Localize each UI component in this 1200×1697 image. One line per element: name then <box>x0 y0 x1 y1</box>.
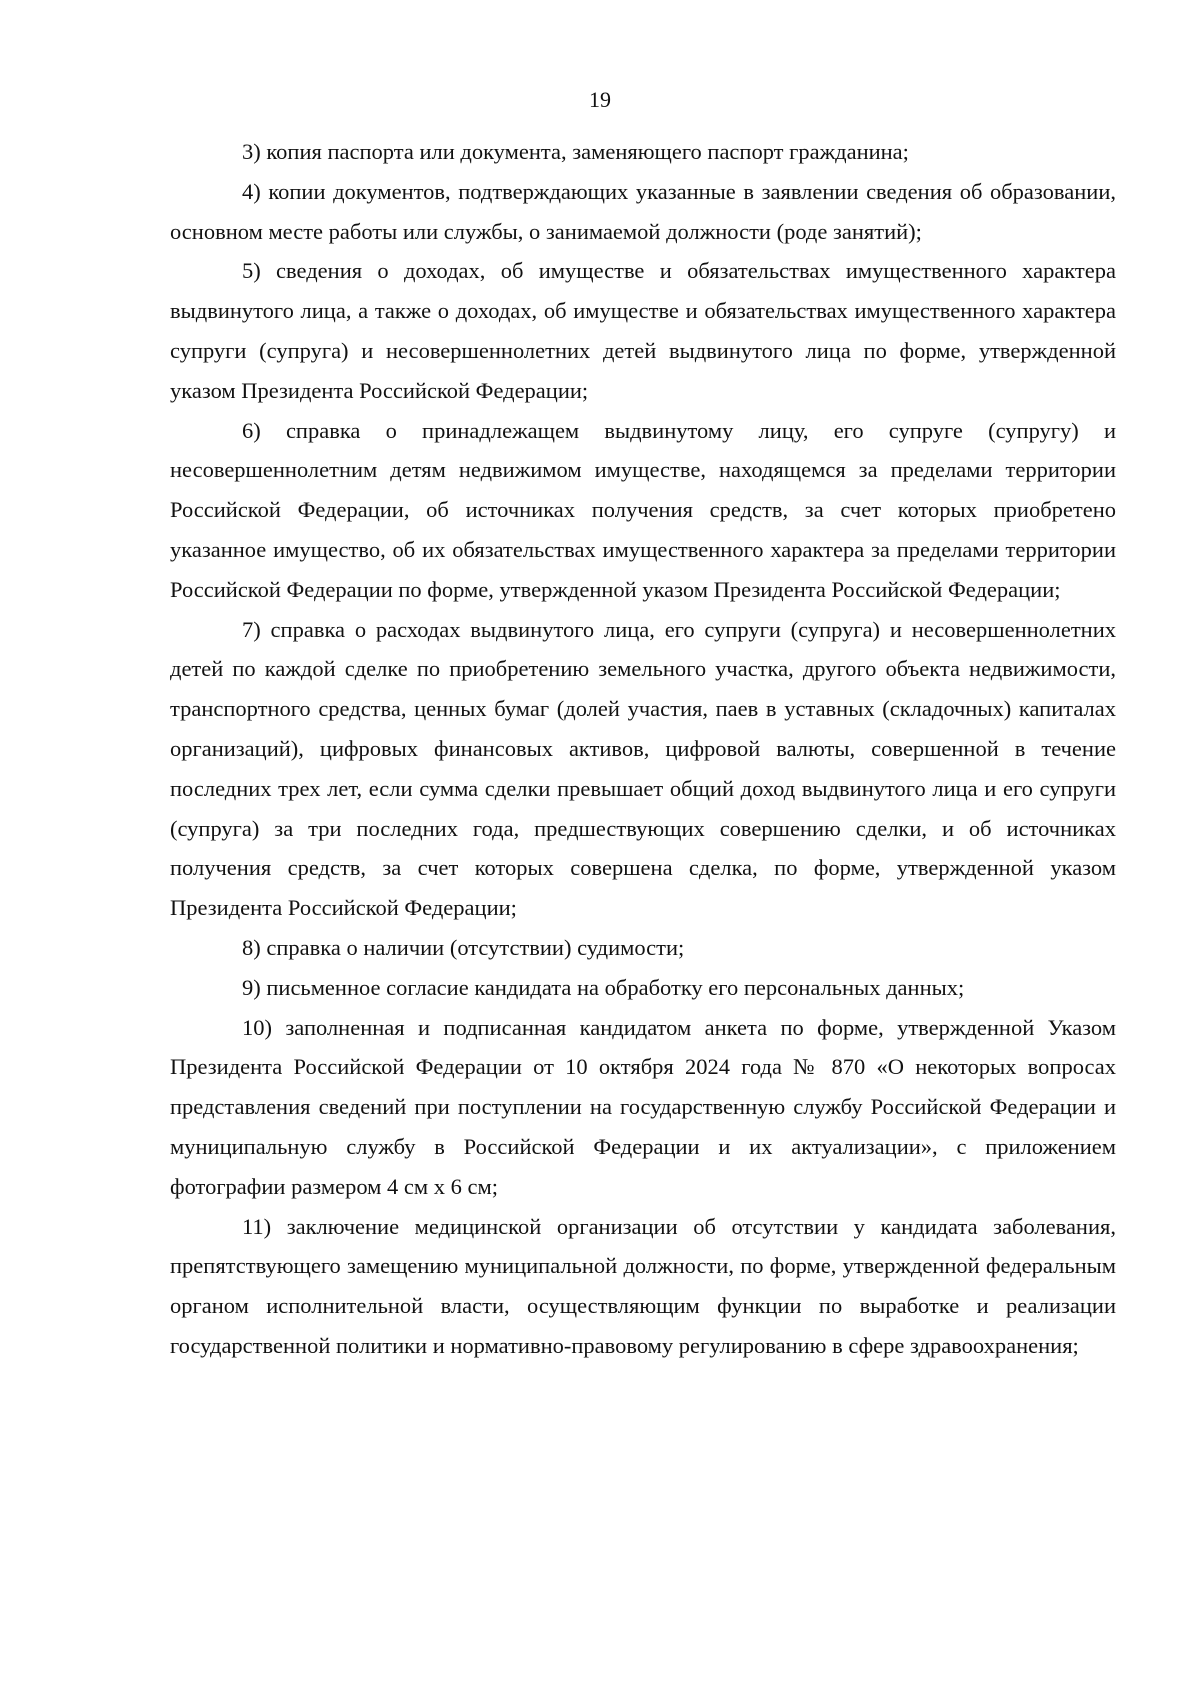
list-item-8: 8) справка о наличии (отсутствии) судимости; <box>242 934 685 960</box>
list-item-4: 4) копии документов, подтверждающих указанные в заявлении сведения об образовании, основном месте работы или службы, о занимаемой должности (роде занятий); <box>170 178 1116 244</box>
page-number: 19 <box>589 87 611 112</box>
list-item-7: 7) справка о расходах выдвинутого лица, его супруги (супруга) и несовершеннолетних детей по каждой сделке по приобретению земельного участка, другого объекта недвижимости, транспортного средства, ценных бумаг (долей участия, паев в уставных (складочных) капиталах организаций), цифровых финансовых активов, цифровой валюты, совершенной в течение последних трех лет, если сумма сделки превышает общий доход выдвинутого лица и его супруги (супруга) за три последних года, предшествующих совершению сделки, и об источниках получения средств, за счет которых совершена сделка, по форме, утвержденной указом Президента Российской Федерации; <box>170 616 1116 921</box>
page-body <box>170 132 1116 1366</box>
list-item-10: 10) заполненная и подписанная кандидатом анкета по форме, утвержденной Указом Президента Российской Федерации от 10 октября 2024 года № 870 «О некоторых вопросах представления сведений при поступлении на государственную службу Российской Федерации и муниципальную службу в Российской Федерации и их актуализации», с приложением фотографии размером 4 см х 6 см; <box>170 1014 1116 1199</box>
list-item-5: 5) сведения о доходах, об имуществе и обязательствах имущественного характера выдвинутого лица, а также о доходах, об имуществе и обязательствах имущественного характера супруги (супруга) и несовершеннолетних детей выдвинутого лица по форме, утвержденной указом Президента Российской Федерации; <box>170 258 1116 403</box>
list-item-6: 6) справка о принадлежащем выдвинутому лицу, его супруге (супругу) и несовершеннолетним детям недвижимом имуществе, находящемся за пределами территории Российской Федерации, об источниках получения средств, за счет которых приобретено указанное имущество, об их обязательствах имущественного характера за пределами территории Российской Федерации по форме, утвержденной указом Президента Российской Федерации; <box>170 417 1116 602</box>
list-item-11: 11) заключение медицинской организации об отсутствии у кандидата заболевания, препятствующего замещению муниципальной должности, по форме, утвержденной федеральным органом исполнительной власти, осуществляющим функции по выработке и реализации государственной политики и нормативно-правовому регулированию в сфере здравоохранения; <box>170 1213 1116 1358</box>
list-item-3: 3) копия паспорта или документа, заменяющего паспорт гражданина; <box>242 139 909 164</box>
list-item-9: 9) письменное согласие кандидата на обработку его персональных данных; <box>242 974 965 1000</box>
